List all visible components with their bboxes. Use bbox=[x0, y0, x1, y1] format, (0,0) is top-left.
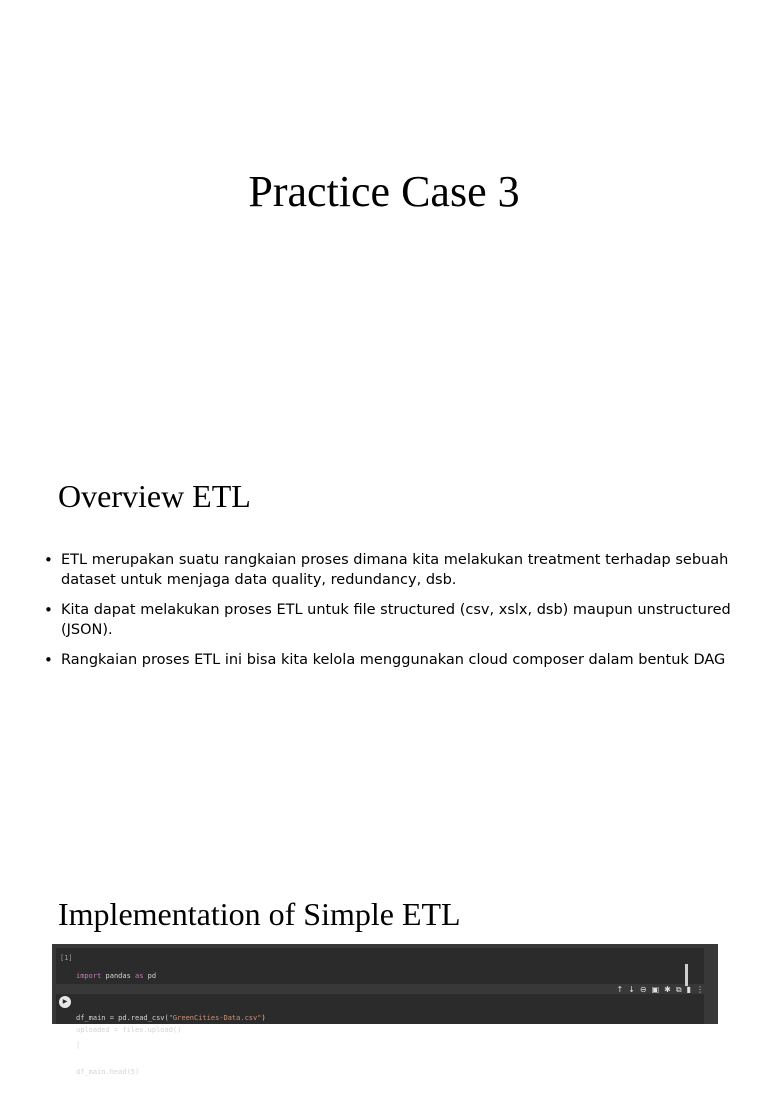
slide-title: Practice Case 3 bbox=[248, 167, 520, 216]
settings-icon[interactable]: ✱ bbox=[664, 985, 671, 994]
bullet-item: • ETL merupakan suatu rangkaian proses dimana kita melakukan treatment terhadap sebuah dataset untuk menjaga data quality, redundancy, dsb. bbox=[44, 550, 744, 590]
mirror-icon[interactable]: ⧉ bbox=[675, 985, 682, 994]
code-cursor: | bbox=[76, 1041, 81, 1049]
bullet-list bbox=[44, 550, 744, 680]
code-line: df_main.head(5) bbox=[76, 1068, 140, 1076]
string-literal: "GreenCities-Data.csv" bbox=[168, 1014, 262, 1022]
move-up-icon[interactable]: ↑ bbox=[616, 985, 624, 994]
link-icon[interactable]: ⊖ bbox=[639, 985, 647, 994]
run-icon[interactable]: ▶ bbox=[59, 996, 71, 1008]
scrollbar[interactable] bbox=[685, 964, 688, 986]
comment-icon[interactable]: ▣ bbox=[651, 985, 660, 994]
code-text: pandas bbox=[101, 972, 136, 980]
code-text: df_main = pd.read_csv( bbox=[76, 1014, 169, 1022]
keyword: as bbox=[135, 972, 144, 980]
slide-title: Overview ETL bbox=[58, 478, 251, 514]
bullet-item: • Kita dapat melakukan proses ETL untuk file structured (csv, xslx, dsb) maupun unstructured (JSON). bbox=[44, 600, 744, 640]
slide-implementation bbox=[0, 860, 768, 1076]
code-text: uploaded = files.upload() bbox=[76, 1026, 182, 1034]
slide-practice-case bbox=[0, 0, 768, 420]
code-line bbox=[76, 1014, 266, 1023]
slide-overview-etl bbox=[0, 420, 768, 860]
move-down-icon[interactable]: ↓ bbox=[628, 985, 635, 994]
code-text: ) bbox=[261, 1014, 266, 1022]
keyword: import bbox=[76, 972, 102, 980]
cell-toolbar bbox=[617, 985, 705, 994]
notebook-screenshot bbox=[52, 944, 718, 1076]
code-block bbox=[76, 996, 266, 1095]
slide-title: Implementation of Simple ETL bbox=[58, 896, 461, 932]
delete-icon[interactable]: ▮ bbox=[686, 985, 691, 994]
bullet-item: • Rangkaian proses ETL ini bisa kita kelola menggunakan cloud composer dalam bentuk DAG bbox=[44, 650, 744, 670]
code-text: pd bbox=[143, 972, 157, 980]
execution-count: [1] bbox=[60, 954, 73, 962]
code-line bbox=[76, 972, 202, 981]
more-icon[interactable]: ⋮ bbox=[696, 985, 704, 994]
